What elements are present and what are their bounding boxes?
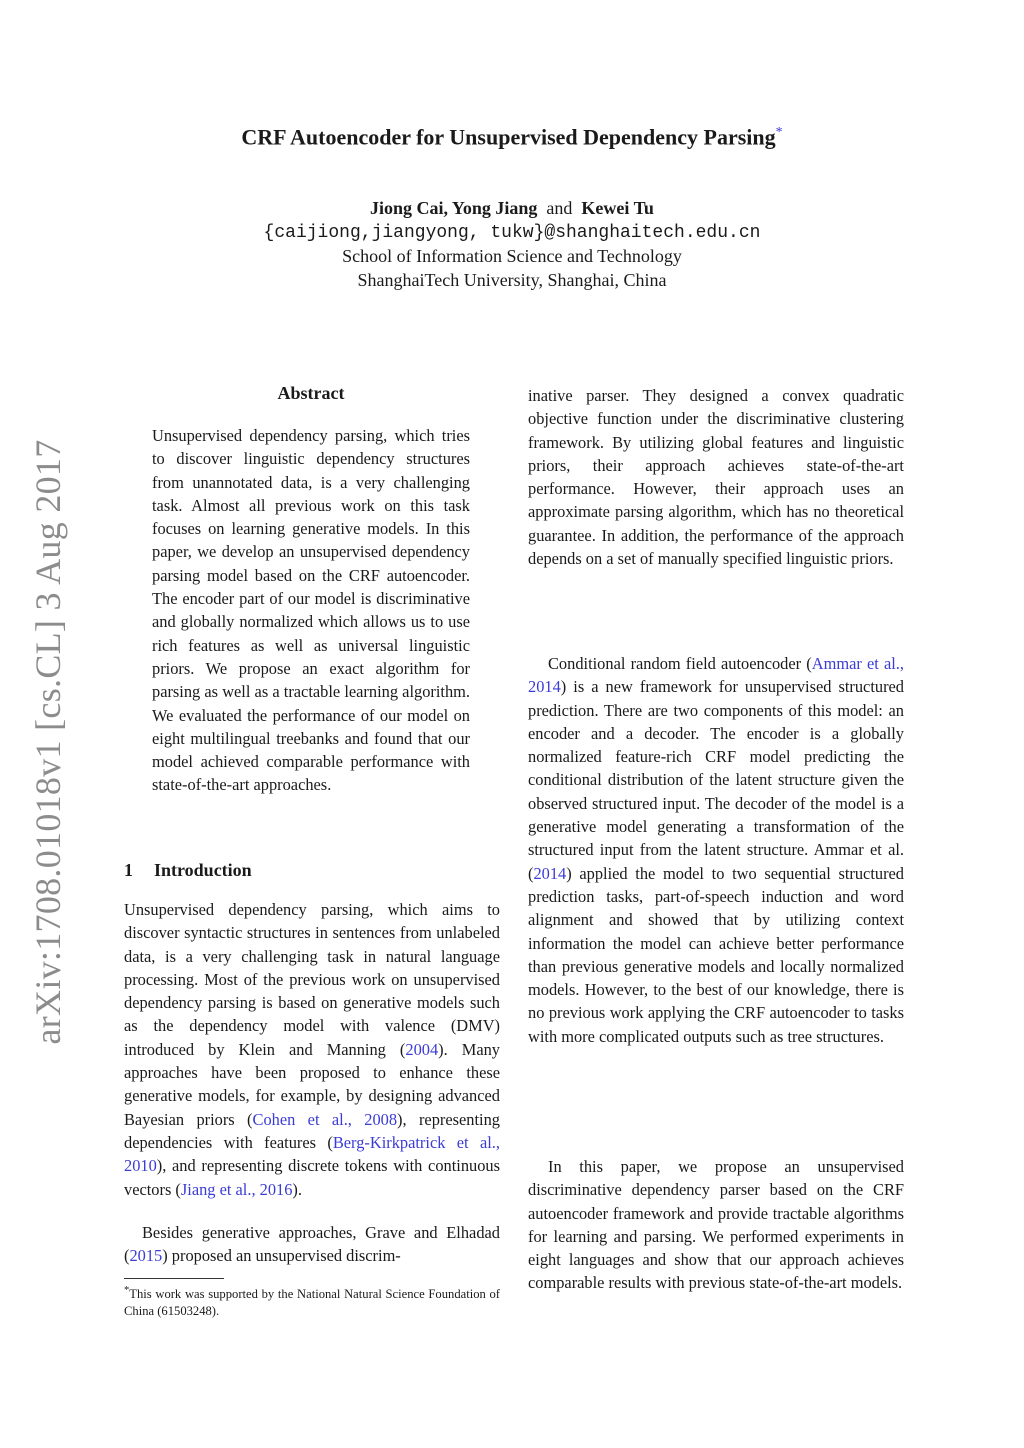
citation-link[interactable]: Berg-Kirkpatrick et al., 2010 (124, 1132, 500, 1176)
footnote (124, 1282, 500, 1320)
text-run: ) applied the model to two sequential structured prediction tasks, part-of-speech induction and word alignment and showed that by utilizing context information the model can achieve better performance than previous generative models and locally normalized models. However, to the best of our knowledge, there is no previous work applying the CRF autoencoder to tasks with more complicated outputs such as tree structures. (528, 863, 904, 1046)
section-title: Introduction (154, 860, 252, 880)
author-line (0, 196, 1024, 220)
text-run: Besides generative approaches, Grave and Elhadad ( (124, 1223, 500, 1266)
text-run: ) is a new framework for unsupervised structured prediction. There are two components of this model: an encoder and a decoder. The encoder is a globally normalized feature-rich CRF model predicting the conditional distribution of the latent structure given the observed structured input. The decoder of the model is a generative model generating a transformation of the structured input from the latent structure. Ammar et al. ( (528, 677, 904, 883)
citation-link[interactable]: Ammar et al., 2014 (528, 654, 904, 697)
citation-link[interactable]: 2014 (533, 863, 567, 883)
abstract-body: Unsupervised dependency parsing, which tries to discover linguistic dependency structures from unannotated data, is a very challenging task. Almost all previous work on this task focuses on learning generative models. In this paper, we develop an unsupervised dependency parsing model based on the CRF autoencoder. The encoder part of our model is discriminative and globally normalized which allows us to use rich features as well as universal linguistic priors. We propose an exact algorithm for parsing as well as a tractable learning algorithm. We evaluated the performance of our model on eight multilingual treebanks and found that our model achieved comparable performance with state-of-the-art approaches. (152, 426, 470, 795)
footnote-mark: * (124, 1285, 130, 1296)
author-names-2: Kewei Tu (581, 198, 654, 218)
abstract-heading: Abstract (277, 383, 345, 403)
title-footnote-mark[interactable]: * (775, 125, 783, 140)
citation-link[interactable]: Cohen et al., 2008 (252, 1109, 398, 1129)
introduction-paragraph-1 (124, 898, 500, 1201)
paper-title-text: CRF Autoencoder for Unsupervised Dependency Parsing (241, 124, 776, 150)
citation-link[interactable]: 2004 (405, 1039, 439, 1059)
text-run: ) proposed an unsupervised discrim- (162, 1246, 401, 1266)
right-column-paragraph-1: inative parser. They designed a convex quadratic objective function under the discriminative clustering framework. By utilizing global features and linguistic priors, their approach achieves state-of-the-art performance. However, their approach uses an approximate parsing algorithm, which has no theoretical guarantee. In addition, the performance of the approach depends on a set of manually specified linguistic priors. (528, 386, 904, 569)
text-run: Unsupervised dependency parsing, which aims to discover syntactic structures in sentences from unlabeled data, is a very challenging task in natural language processing. Most of the previous work on unsupervised dependency parsing is based on generative models such as the dependency model with valence (DMV) introduced by Klein and Manning ( (124, 900, 500, 1059)
introduction-paragraph-2 (124, 1221, 500, 1268)
author-conjunction: and (546, 198, 573, 218)
right-column-paragraph-2 (528, 652, 904, 1048)
text-run: ), and representing discrete tokens with continuous vectors ( (124, 1156, 500, 1199)
text-run: ). Many approaches have been proposed to enhance these generative models, for example, by designing advanced Bayesian priors ( (124, 1039, 500, 1129)
footnote-divider (124, 1278, 224, 1279)
right-column-paragraph-3: In this paper, we propose an unsupervised discriminative dependency parser based on the CRF autoencoder framework and provide tractable algorithms for learning and parsing. We performed experiments in eight languages and show that our approach achieves comparable results with previous state-of-the-art models. (528, 1157, 904, 1293)
citation-link[interactable]: Jiang et al., 2016 (180, 1179, 293, 1199)
author-email: {caijiong,jiangyong, tukw}@shanghaitech.edu.cn (263, 223, 761, 243)
section-number: 1 (124, 860, 133, 880)
citation-link[interactable]: 2015 (129, 1246, 163, 1266)
paper-title (0, 118, 1024, 152)
footnote-text: This work was supported by the National Natural Science Foundation of China (61503248). (124, 1287, 500, 1319)
text-run: ). (292, 1179, 302, 1199)
author-names-1: Jiong Cai, Yong Jiang (370, 198, 538, 218)
text-run: ), representing dependencies with features ( (124, 1109, 500, 1152)
affiliation-university: ShanghaiTech University, Shanghai, China (357, 270, 667, 290)
affiliation-school: School of Information Science and Technology (342, 246, 682, 266)
section-heading-introduction (124, 860, 252, 881)
arxiv-identifier-sidebar: arXiv:1708.01018v1 [cs.CL] 3 Aug 2017 (28, 439, 68, 1045)
text-run: Conditional random field autoencoder ( (548, 654, 812, 673)
